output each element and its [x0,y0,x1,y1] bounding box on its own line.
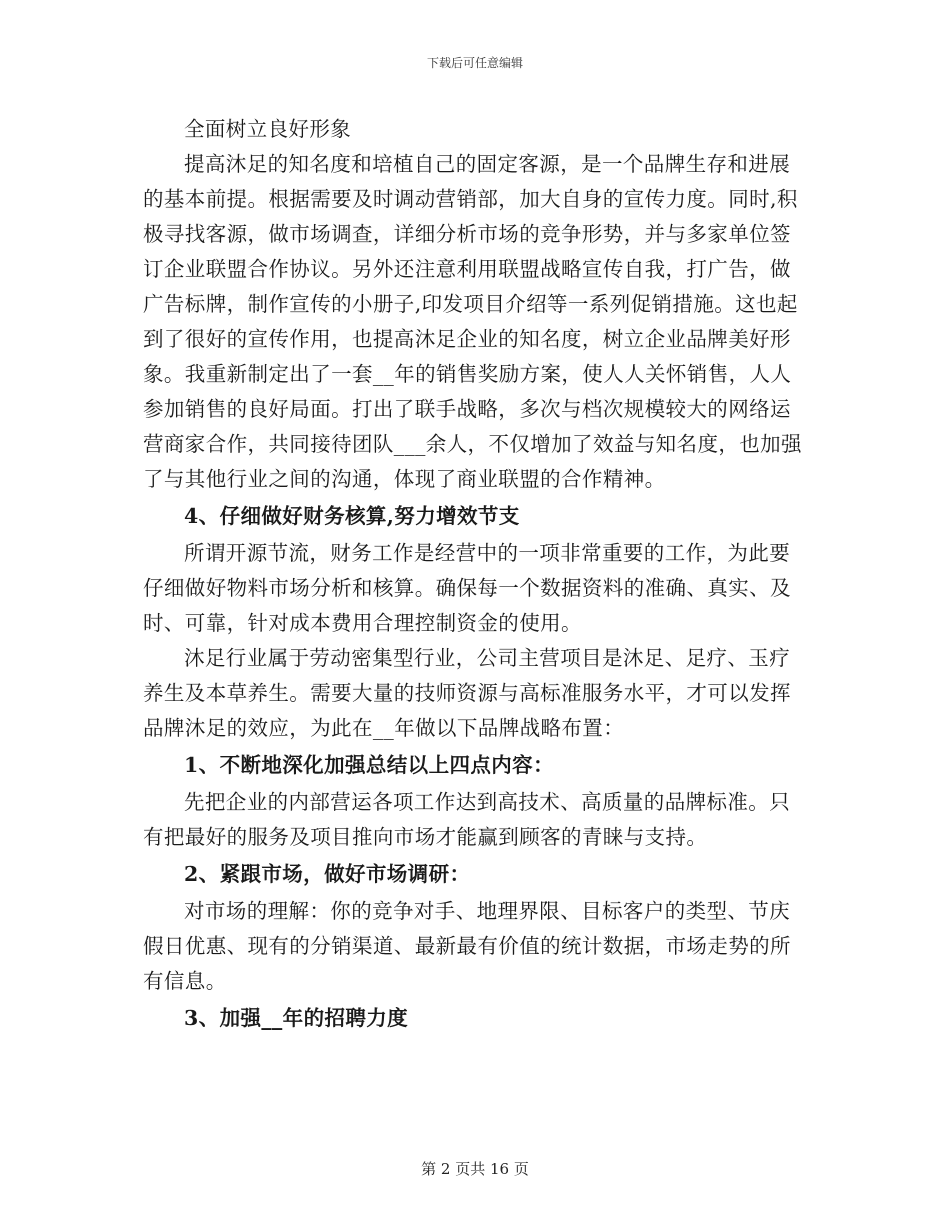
paragraph-2: 提高沐足的知名度和培植自己的固定客源，是一个品牌生存和进展的基本前提。根据需要及时调动营销部，加大自身的宣传力度。同时,积极寻找客源，做市场调查，详细分析市场的竞争形势，并与多家单位签订企业联盟合作协议。另外还注意利用联盟战略宣传自我，打广告，做广告标牌，制作宣传的小册子,印发项目介绍等一系列促销措施。这也起到了很好的宣传作用，也提高沐足企业的知名度，树立企业品牌美好形象。我重新制定出了一套__年的销售奖励方案，使人人关怀销售，人人参加销售的良好局面。打出了联手战略，多次与档次规模较大的网络运营商家合作，共同接待团队___余人，不仅增加了效益与知名度，也加强了与其他行业之间的沟通，体现了商业联盟的合作精神。 [143,152,802,491]
page-header-note: 下载后可任意编辑 [426,56,523,70]
document-body [143,112,809,1038]
paragraph-5: 先把企业的内部营运各项工作达到高技术、高质量的品牌标准。只有把最好的服务及项目推向市场才能赢到顾客的青睐与支持。 [143,790,791,849]
paragraph-3: 所谓开源节流，财务工作是经营中的一项非常重要的工作，为此要仔细做好物料市场分析和核算。确保每一个数据资料的准确、真实、及时、可靠，针对成本费用合理控制资金的使用。 [143,541,791,635]
section-heading-4: 4、仔细做好财务核算,努力增效节支 [184,504,520,528]
section-heading-3: 3、加强__年的招聘力度 [184,1006,409,1030]
paragraph-6: 对市场的理解：你的竞争对手、地理界限、目标客户的类型、节庆假日优惠、现有的分销渠道、最新最有价值的统计数据，市场走势的所有信息。 [143,899,791,993]
section-heading-1: 1、不断地深化加强总结以上四点内容： [184,753,554,777]
paragraph-4: 沐足行业属于劳动密集型行业，公司主营项目是沐足、足疗、玉疗养生及本草养生。需要大量的技师资源与高标准服务水平，才可以发挥品牌沐足的效应，为此在__年做以下品牌战略布置： [143,646,791,740]
paragraph-1: 全面树立良好形象 [184,117,352,141]
page-number-footer: 第 2 页共 16 页 [421,1160,529,1178]
section-heading-2: 2、紧跟市场，做好市场调研： [184,862,471,886]
